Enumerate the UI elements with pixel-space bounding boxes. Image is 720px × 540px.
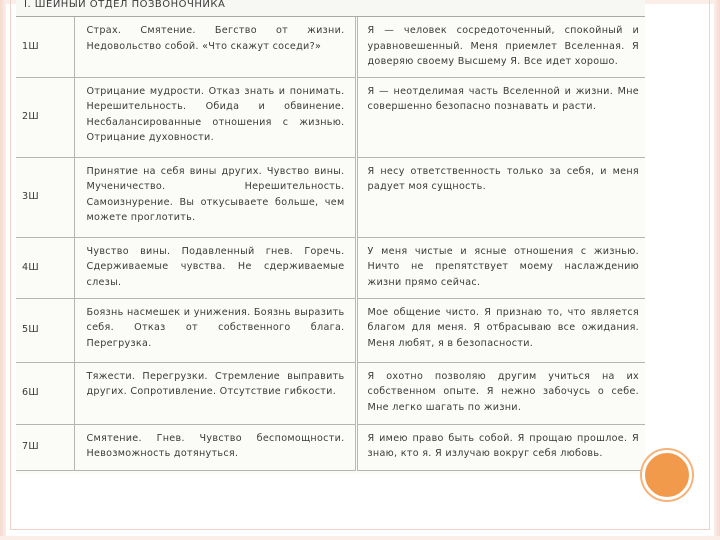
cause-cell: Чувство вины. Подавленный гнев. Горечь. Сдерживаемые чувства. Не сдерживаемые слезы. [74, 237, 356, 298]
vertebra-code: 4Ш [16, 237, 74, 298]
vertebra-code: 6Ш [16, 362, 74, 424]
cause-cell: Принятие на себя вины других. Чувство вины. Мученичество. Нерешительность. Самоизнурение. Вы откусываете больше, чем можете проглотить. [74, 157, 356, 237]
frame-right-border [714, 0, 720, 540]
spine-table [16, 17, 645, 471]
cause-cell: Отрицание мудрости. Отказ знать и понимать. Нерешительность. Обида и обвинение. Несбалансированные отношения с жизнью. Отрицание духовности. [74, 77, 356, 157]
frame-left-border [0, 0, 6, 540]
table-row [16, 17, 645, 77]
table-row [16, 237, 645, 298]
vertebra-code: 1Ш [16, 17, 74, 77]
cause-cell: Боязнь насмешек и унижения. Боязнь выразить себя. Отказ от собственного блага. Перегрузка. [74, 298, 356, 362]
table-row [16, 77, 645, 157]
decorative-orange-circle [642, 450, 692, 500]
table-row [16, 424, 645, 470]
vertebra-code: 3Ш [16, 157, 74, 237]
affirmation-cell: Я имею право быть собой. Я прощаю прошлое. Я знаю, кто я. Я излучаю вокруг себя любовь. [356, 424, 645, 470]
affirmation-cell: Я — человек сосредоточенный, спокойный и уравновешенный. Меня приемлет Вселенная. Я доверяю своему Высшему Я. Все идет хорошо. [356, 17, 645, 77]
vertebra-code: 7Ш [16, 424, 74, 470]
vertebra-code: 2Ш [16, 77, 74, 157]
vertebra-code: 5Ш [16, 298, 74, 362]
cause-cell: Смятение. Гнев. Чувство беспомощности. Невозможность дотянуться. [74, 424, 356, 470]
section-title: I. ШЕЙНЫЙ ОТДЕЛ ПОЗВОНОЧНИКА [16, 0, 645, 17]
document-image [16, 0, 645, 474]
affirmation-cell: Мое общение чисто. Я признаю то, что является благом для меня. Я отбрасываю все ожидания. Меня любят, я в безопасности. [356, 298, 645, 362]
affirmation-cell: Я охотно позволяю другим учиться на их собственном опыте. Я нежно забочусь о себе. Мне легко шагать по жизни. [356, 362, 645, 424]
affirmation-cell: Я — неотделимая часть Вселенной и жизни. Мне совершенно безопасно познавать и расти. [356, 77, 645, 157]
affirmation-cell: У меня чистые и ясные отношения с жизнью. Ничто не препятствует моему наслаждению жизни прямо сейчас. [356, 237, 645, 298]
cause-cell: Страх. Смятение. Бегство от жизни. Недовольство собой. «Что скажут соседи?» [74, 17, 356, 77]
table-row [16, 298, 645, 362]
cause-cell: Тяжести. Перегрузки. Стремление выправить других. Сопротивление. Отсутствие гибкости. [74, 362, 356, 424]
table-row [16, 157, 645, 237]
frame-bottom-border [0, 536, 720, 540]
table-row [16, 362, 645, 424]
affirmation-cell: Я несу ответственность только за себя, и меня радует моя сущность. [356, 157, 645, 237]
